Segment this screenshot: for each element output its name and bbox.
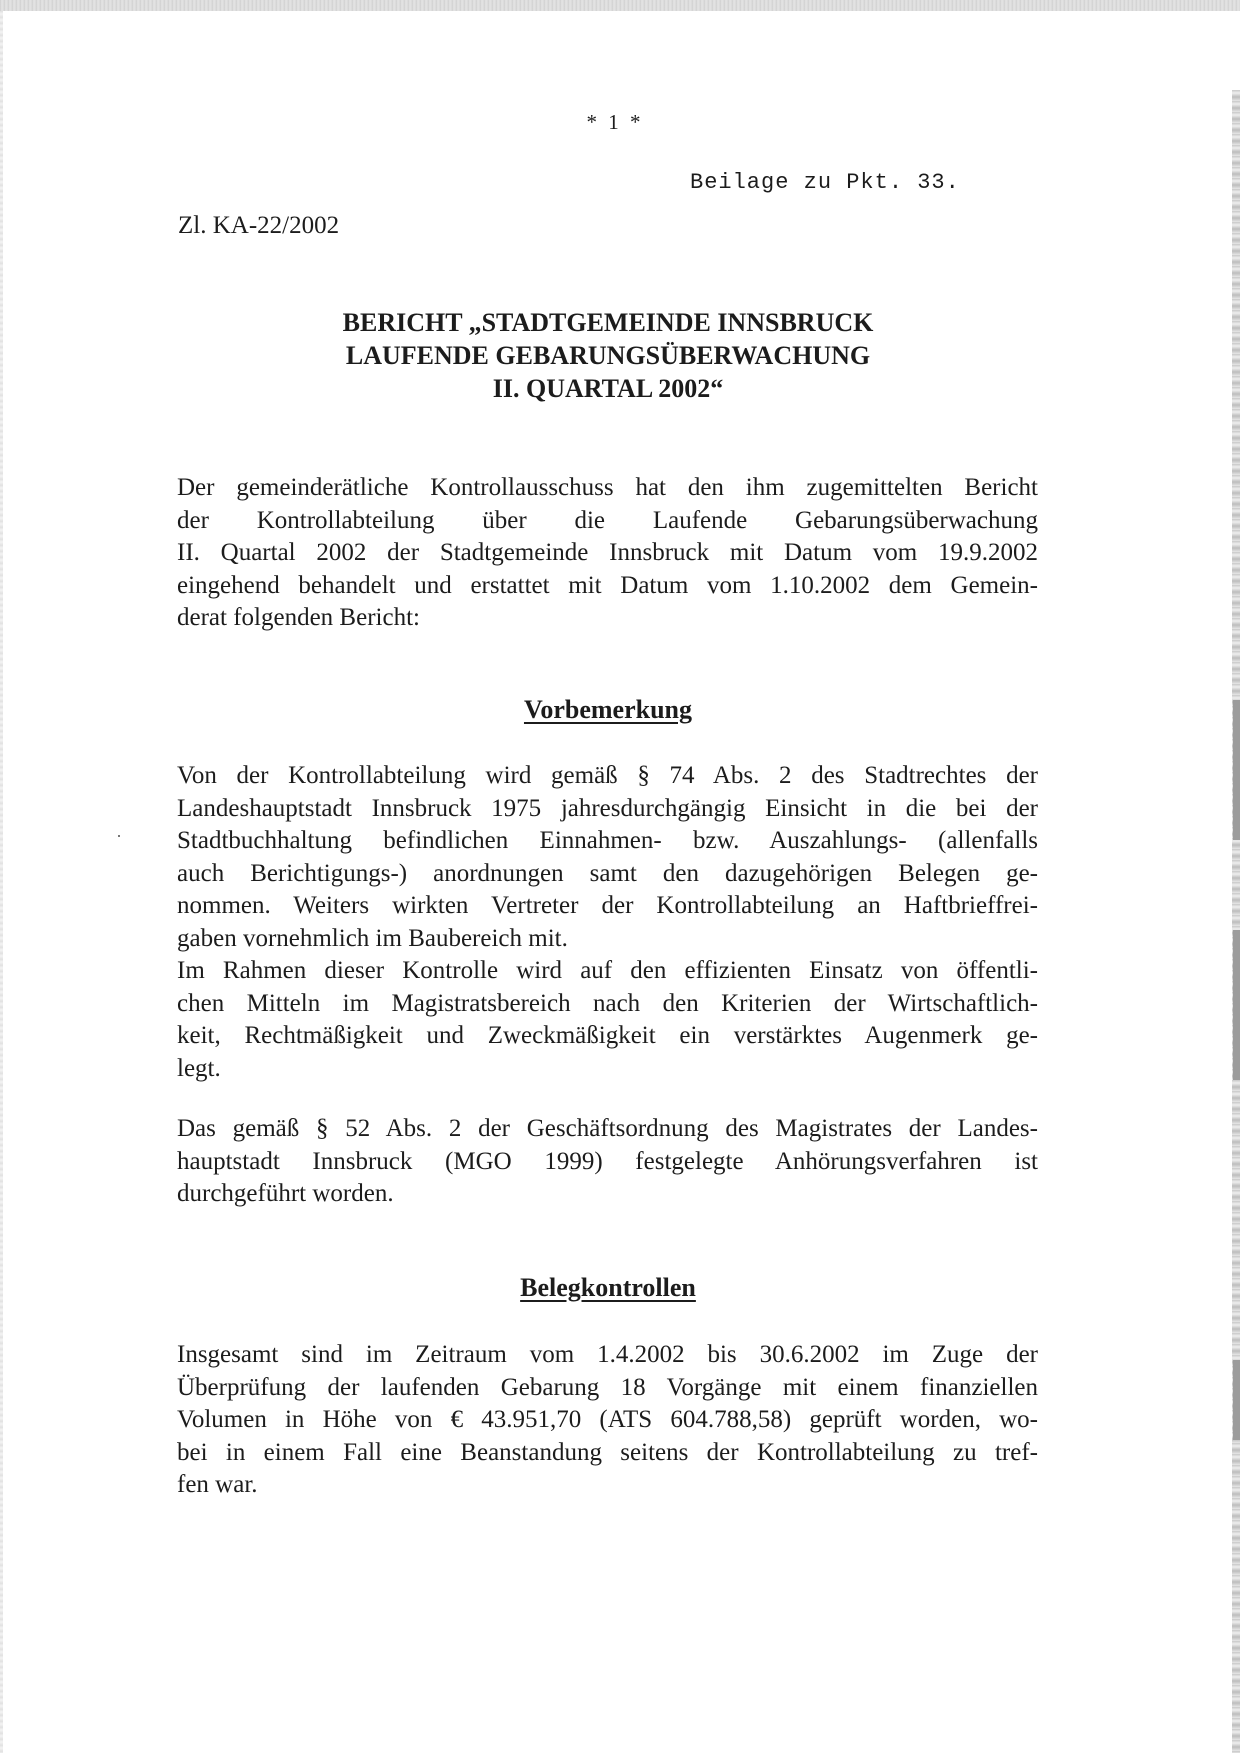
scan-edge-top — [0, 0, 1240, 11]
text-line: Das gemäß § 52 Abs. 2 der Geschäftsordnung des Magistrates der Landes- — [177, 1115, 1038, 1142]
scan-speck — [118, 835, 120, 837]
text-line: Der gemeinderätliche Kontrollausschuss hat den ihm zugemittelten Bericht — [177, 474, 1038, 501]
text-line: Volumen in Höhe von € 43.951,70 (ATS 604.788,58) geprüft worden, wo- — [177, 1406, 1038, 1433]
text-line: Landeshauptstadt Innsbruck 1975 jahresdurchgängig Einsicht in die bei der — [177, 794, 1038, 822]
scan-shadow — [1233, 700, 1240, 840]
file-reference: Zl. KA-22/2002 — [178, 212, 340, 239]
text-line: Überprüfung der laufenden Gebarung 18 Vorgänge mit einem finanziellen — [177, 1373, 1038, 1401]
text-line: hauptstadt Innsbruck (MGO 1999) festgelegte Anhörungsverfahren ist — [177, 1147, 1038, 1175]
page-number: * 1 * — [586, 110, 644, 134]
title-line: LAUFENDE GEBARUNGSÜBERWACHUNG — [345, 341, 871, 370]
text-line: Stadtbuchhaltung befindlichen Einnahmen- bzw. Auszahlungs- (allenfalls — [177, 827, 1038, 854]
text-line: bei in einem Fall eine Beanstandung seitens der Kontrollabteilung zu tref- — [177, 1438, 1038, 1466]
section-heading-vorbemerkung: Vorbemerkung — [523, 695, 693, 724]
text-line: II. Quartal 2002 der Stadtgemeinde Innsbruck mit Datum vom 19.9.2002 — [177, 539, 1038, 566]
title-line: II. QUARTAL 2002“ — [492, 374, 724, 403]
title-line: BERICHT „STADTGEMEINDE INNSBRUCK — [342, 308, 874, 337]
text-line: Von der Kontrollabteilung wird gemäß § 74 Abs. 2 des Stadtrechtes der — [177, 762, 1038, 789]
text-line: derat folgenden Bericht: — [177, 604, 420, 631]
report-title — [178, 306, 1038, 405]
scan-edge-right — [1232, 90, 1240, 1753]
text-line: Im Rahmen dieser Kontrolle wird auf den effizienten Einsatz von öffentli- — [177, 957, 1038, 984]
belegkontrollen-paragraph — [177, 1339, 1038, 1502]
anhoerung-paragraph — [177, 1113, 1038, 1211]
text-line: durchgeführt worden. — [177, 1180, 394, 1207]
scan-edge-left — [0, 11, 3, 1753]
section-heading-belegkontrollen: Belegkontrollen — [520, 1273, 696, 1302]
vorbemerkung-paragraph — [177, 760, 1038, 1085]
text-line: Insgesamt sind im Zeitraum vom 1.4.2002 bis 30.6.2002 im Zuge der — [177, 1341, 1038, 1368]
text-line: chen Mitteln im Magistratsbereich nach den Kriterien der Wirtschaftlich- — [177, 989, 1038, 1017]
text-line: auch Berichtigungs-) anordnungen samt den dazugehörigen Belegen ge- — [177, 859, 1038, 887]
attachment-note: Beilage zu Pkt. 33. — [690, 170, 960, 195]
scan-shadow — [1233, 930, 1240, 1080]
intro-paragraph — [177, 472, 1038, 635]
text-line: fen war. — [177, 1471, 258, 1498]
text-line: eingehend behandelt und erstattet mit Datum vom 1.10.2002 dem Gemein- — [177, 571, 1038, 599]
text-line: nommen. Weiters wirkten Vertreter der Kontrollabteilung an Haftbrieffrei- — [177, 892, 1038, 919]
text-line: legt. — [177, 1054, 221, 1082]
text-line: keit, Rechtmäßigkeit und Zweckmäßigkeit ein verstärktes Augenmerk ge- — [177, 1022, 1038, 1049]
scan-shadow — [1233, 1360, 1240, 1440]
text-line: gaben vornehmlich im Baubereich mit. — [177, 924, 568, 952]
text-line: der Kontrollabteilung über die Laufende Gebarungsüberwachung — [177, 506, 1038, 534]
